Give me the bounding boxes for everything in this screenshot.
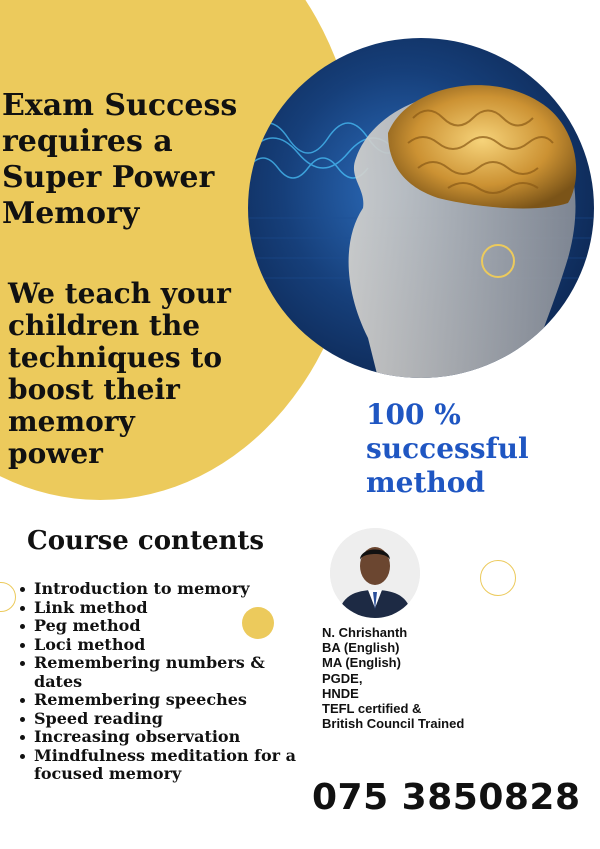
instructor-photo (330, 528, 420, 618)
success-claim: 100 % successful method (366, 398, 529, 499)
list-item: Mindfulness meditation for a focused memory (14, 747, 304, 784)
phone-number: 075 3850828 (312, 777, 581, 818)
subheadline: We teach your children the techniques to boost their memory power (8, 277, 231, 470)
list-item: Introduction to memory (14, 580, 304, 599)
instructor-avatar-graphic (330, 528, 420, 618)
list-item: Peg method (14, 617, 304, 636)
decorative-dot (242, 607, 274, 639)
list-item: Speed reading (14, 710, 304, 729)
list-item: Remembering numbers & dates (14, 654, 304, 691)
course-contents-title: Course contents (27, 526, 265, 556)
brain-head-graphic (248, 38, 594, 378)
headline: Exam Success requires a Super Power Memory (2, 88, 238, 231)
list-item: Increasing observation (14, 728, 304, 747)
brain-head-illustration (248, 38, 594, 378)
instructor-credentials: N. Chrishanth BA (English) MA (English) PGDE, HNDE TEFL certified & British Council Trained (322, 625, 465, 732)
list-item: Link method (14, 599, 304, 618)
decorative-ring (480, 560, 516, 596)
list-item: Loci method (14, 636, 304, 655)
list-item: Remembering speeches (14, 691, 304, 710)
